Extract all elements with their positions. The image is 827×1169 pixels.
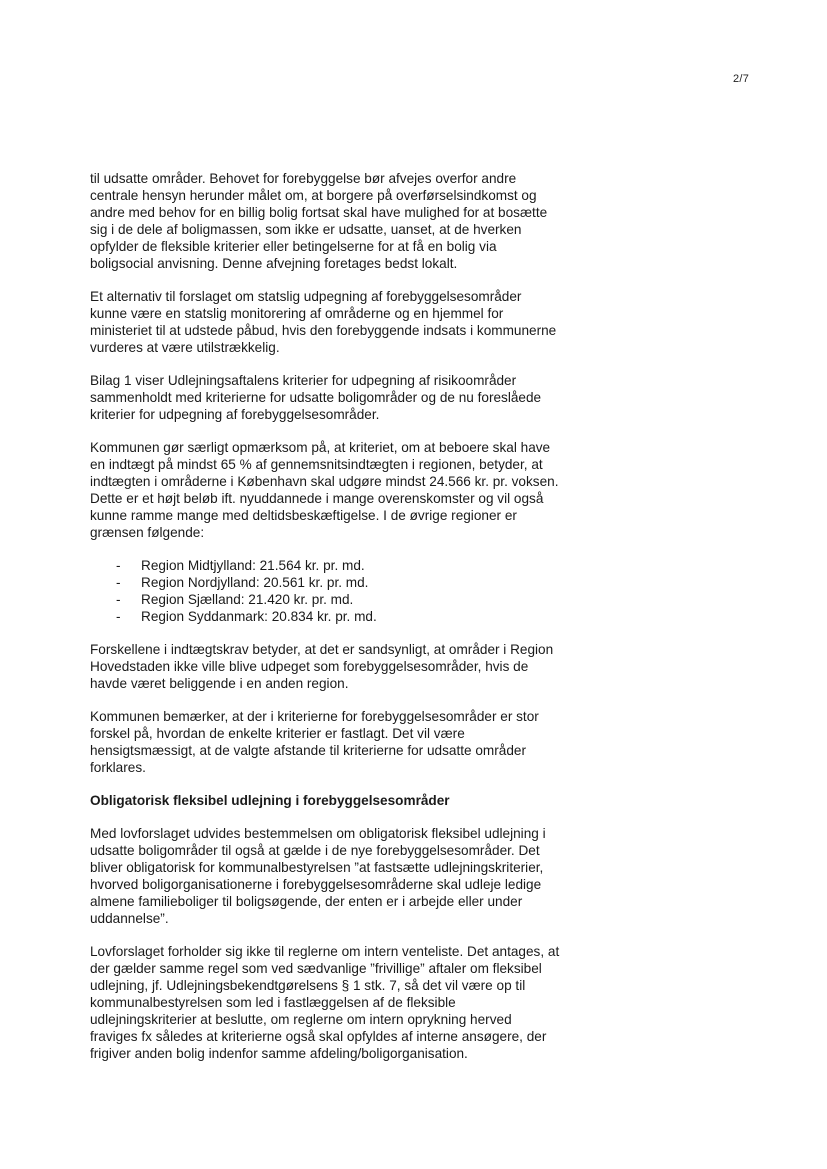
list-item: - Region Syddanmark: 20.834 kr. pr. md. — [90, 608, 560, 625]
paragraph-intern-venteliste: Lovforslaget forholder sig ikke til reglerne om intern venteliste. Det antages, at der gælder samme regel som ved sædvanlige ”frivillige” aftaler om fleksibel udlejning, jf. Udlejningsbekendtgørelsens § 1 stk. 7, så det vil være op til kommunalbestyrelsen som led i fastlæggelsen af de fleksible udlejningskriterier at beslutte, om reglerne om intern oprykning herved fraviges fx således at kriterierne også skal opfyldes af interne ansøgere, der frigiver anden bolig indenfor samme afdeling/boligorganisation. — [90, 944, 560, 1061]
paragraph-forebyggelse-afvejning: til udsatte områder. Behovet for forebyggelse bør afvejes overfor andre centrale hensyn herunder målet om, at borgere på overførselsindkomst og andre med behov for en billig bolig fortsat skal have mulighed for at bosætte sig i de dele af boligmassen, som ikke er udsatte, uanset, at de hverken opfylder de fleksible kriterier eller betingelserne for at få en bolig via boligsocial anvisning. Denne afvejning foretages bedst lokalt. — [90, 171, 548, 271]
paragraph-bilag-1: Bilag 1 viser Udlejningsaftalens kriterier for udpegning af risikoområder sammenholdt med kriterierne for udsatte boligområder og de nu foreslåede kriterier for udpegning af forebyggelsesområder. — [90, 373, 542, 422]
list-item: - Region Sjælland: 21.420 kr. pr. md. — [90, 591, 560, 608]
paragraph-statslig-monitorering: Et alternativ til forslaget om statslig udpegning af forebyggelsesområder kunne være en statslig monitorering af områderne og en hjemmel for ministeriet til at udstede påbud, hvis den forebyggende indsats i kommunerne vurderes at være utilstrækkelig. — [90, 289, 557, 355]
paragraph-obligatorisk-udlejning: Med lovforslaget udvides bestemmelsen om obligatorisk fleksibel udlejning i udsatte boligområder til også at gælde i de nye forebyggelsesområder. Det bliver obligatorisk for kommunalbestyrelsen ”at fastsætte udlejningskriterier, hvorved boligorganisationerne i forebyggelsesområderne skal udleje ledige almene familieboliger til boligsøgende, der enten er i arbejde eller under uddannelse”. — [90, 826, 546, 926]
region-income-list — [90, 557, 560, 625]
page-number: 2/7 — [733, 73, 750, 85]
paragraph-kriterier-forskel: Kommunen bemærker, at der i kriterierne for forebyggelsesområder er stor forskel på, hvordan de enkelte kriterier er fastlagt. Det vil være hensigtsmæssigt, at de valgte afstande til kriterierne for udsatte områder forklares. — [90, 709, 539, 775]
list-item: - Region Midtjylland: 21.564 kr. pr. md. — [90, 557, 560, 574]
section-heading: Obligatorisk fleksibel udlejning i forebyggelsesområder — [90, 793, 450, 808]
paragraph-indtaegtskriterie: Kommunen gør særligt opmærksom på, at kriteriet, om at beboere skal have en indtægt på mindst 65 % af gennemsnitsindtægten i regionen, betyder, at indtægten i områderne i København skal udgøre mindst 24.566 kr. pr. voksen. Dette er et højt beløb ift. nyuddannede i mange overenskomster og vil også kunne ramme mange med deltidsbeskæftigelse. I de øvrige regioner er grænsen følgende: — [90, 440, 559, 540]
document-body — [90, 170, 560, 1078]
paragraph-forskelle-indtaegtskrav: Forskellene i indtægtskrav betyder, at det er sandsynligt, at områder i Region Hovedstaden ikke ville blive udpeget som forebyggelsesområder, hvis de havde været beliggende i en anden region. — [90, 642, 554, 691]
list-item: - Region Nordjylland: 20.561 kr. pr. md. — [90, 574, 560, 591]
